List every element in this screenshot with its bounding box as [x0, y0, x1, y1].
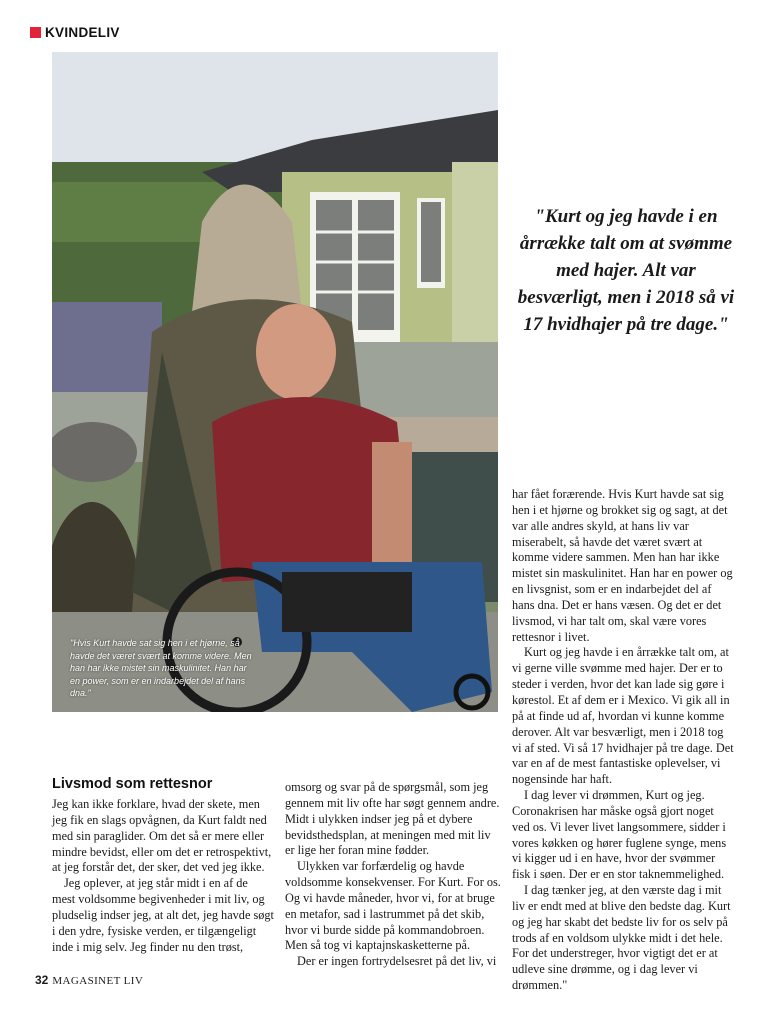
paragraph: Jeg kan ikke forklare, hvad der skete, men jeg fik en slags opvågnen, da Kurt faldt ned med sin paraglider. Om det så er mere eller mindre bevidst, eller om det er retrospektivt, at jeg forstår det, der sker, det ved jeg ikke. — [52, 797, 272, 875]
page-footer — [35, 973, 143, 987]
article-photo — [52, 52, 498, 712]
page-number: 32 — [35, 973, 49, 987]
section-square-icon — [30, 27, 41, 38]
paragraph: omsorg og svar på de spørgsmål, som jeg gennem mit liv ofte har søgt gennem andre. Midt i ulykken indser jeg på et dybere bevidsthedsplan, at meningen med mit liv er lige her foran mine fødder. — [285, 780, 500, 858]
pull-quote: "Kurt og jeg havde i en årrække talt om at svømme med hajer. Alt var besværligt, men i 2018 så vi 17 hvidhajer på tre dage." — [517, 206, 735, 335]
article-column-3 — [512, 487, 734, 994]
photo-caption: "Hvis Kurt havde sat sig hen i et hjørne, så havde det været svært at komme videre. Men han har ikke mistet sin maskulinitet. Han har en power, som er en indarbejdet del af hans dna." — [70, 638, 252, 698]
article-subheading: Livsmod som rettesnor — [52, 776, 213, 792]
magazine-name: MAGASINET LIV — [52, 975, 144, 987]
photo-illustration — [52, 52, 498, 712]
paragraph: Jeg oplever, at jeg står midt i en af de mest voldsomme begivenheder i mit liv, og pludselig indser jeg, at alt det, jeg havde søgt i den ydre, fysiske verden, er tilgængeligt inde i mig selv. Jeg finder nu den trøst, — [52, 876, 274, 954]
paragraph: har fået forærende. Hvis Kurt havde sat sig hen i et hjørne og brokket sig og sagt, at det var alle andres skyld, at hans liv var miserabelt, så havde det været svært at komme videre sammen. Men han har ikke mistet sin maskulinitet. Han har en power og en livsgnist, som er en indarbejdet del af hans dna. Det er hans væsen. Og det er det livsmod, vi har talt om, skal være vores rettesnor i livet. — [512, 487, 733, 644]
paragraph: Ulykken var forfærdelig og havde voldsomme konsekvenser. For Kurt. For os. Og vi havde måneder, hvor vi, for at bruge en metafor, sad i lastrummet på det skib, hvor vi burde sidde på kommandobroen. Men så tog vi kaptajnskasketterne på. — [285, 859, 501, 953]
paragraph: Der er ingen fortrydelsesret på det liv, vi — [297, 954, 497, 969]
paragraph: I dag lever vi drømmen, Kurt og jeg. Coronakrisen har måske også gjort noget ved os. Vi lever livet langsommere, sidder i vores køkken og hører fuglene synge, mens vi kigger ud i en have, hvor der svømmer fisk i søen. Der er en stor taknemmelighed. — [512, 788, 727, 882]
article-column-2 — [285, 780, 503, 970]
section-tag — [30, 24, 120, 40]
article-column-1 — [52, 797, 274, 955]
paragraph: I dag tænker jeg, at den værste dag i mit liv er endt med at blive den bedste dag. Kurt og jeg har skabt det bedste liv for os selv på trods af en voldsom ulykke midt i det hele. For det understreger, hvor vigtigt det er at udleve sine drømme, og i dag lever vi drømmen." — [512, 883, 731, 993]
paragraph: Kurt og jeg havde i en årrække talt om, at vi gerne ville svømme med hajer. Der er to steder i verden, hvor det kan lade sig gøre i kørestol. Et af dem er i Mexico. Vi gik all in på at finde ud af, hvordan vi kunne komme derover. Alt var besværligt, men i 2018 tog vi af sted. Vi så 17 hvidhajer på tre dage. Det var en af de mest fantastiske oplevelser, vi nogensinde har haft. — [512, 645, 734, 787]
section-label: KVINDELIV — [45, 24, 120, 40]
